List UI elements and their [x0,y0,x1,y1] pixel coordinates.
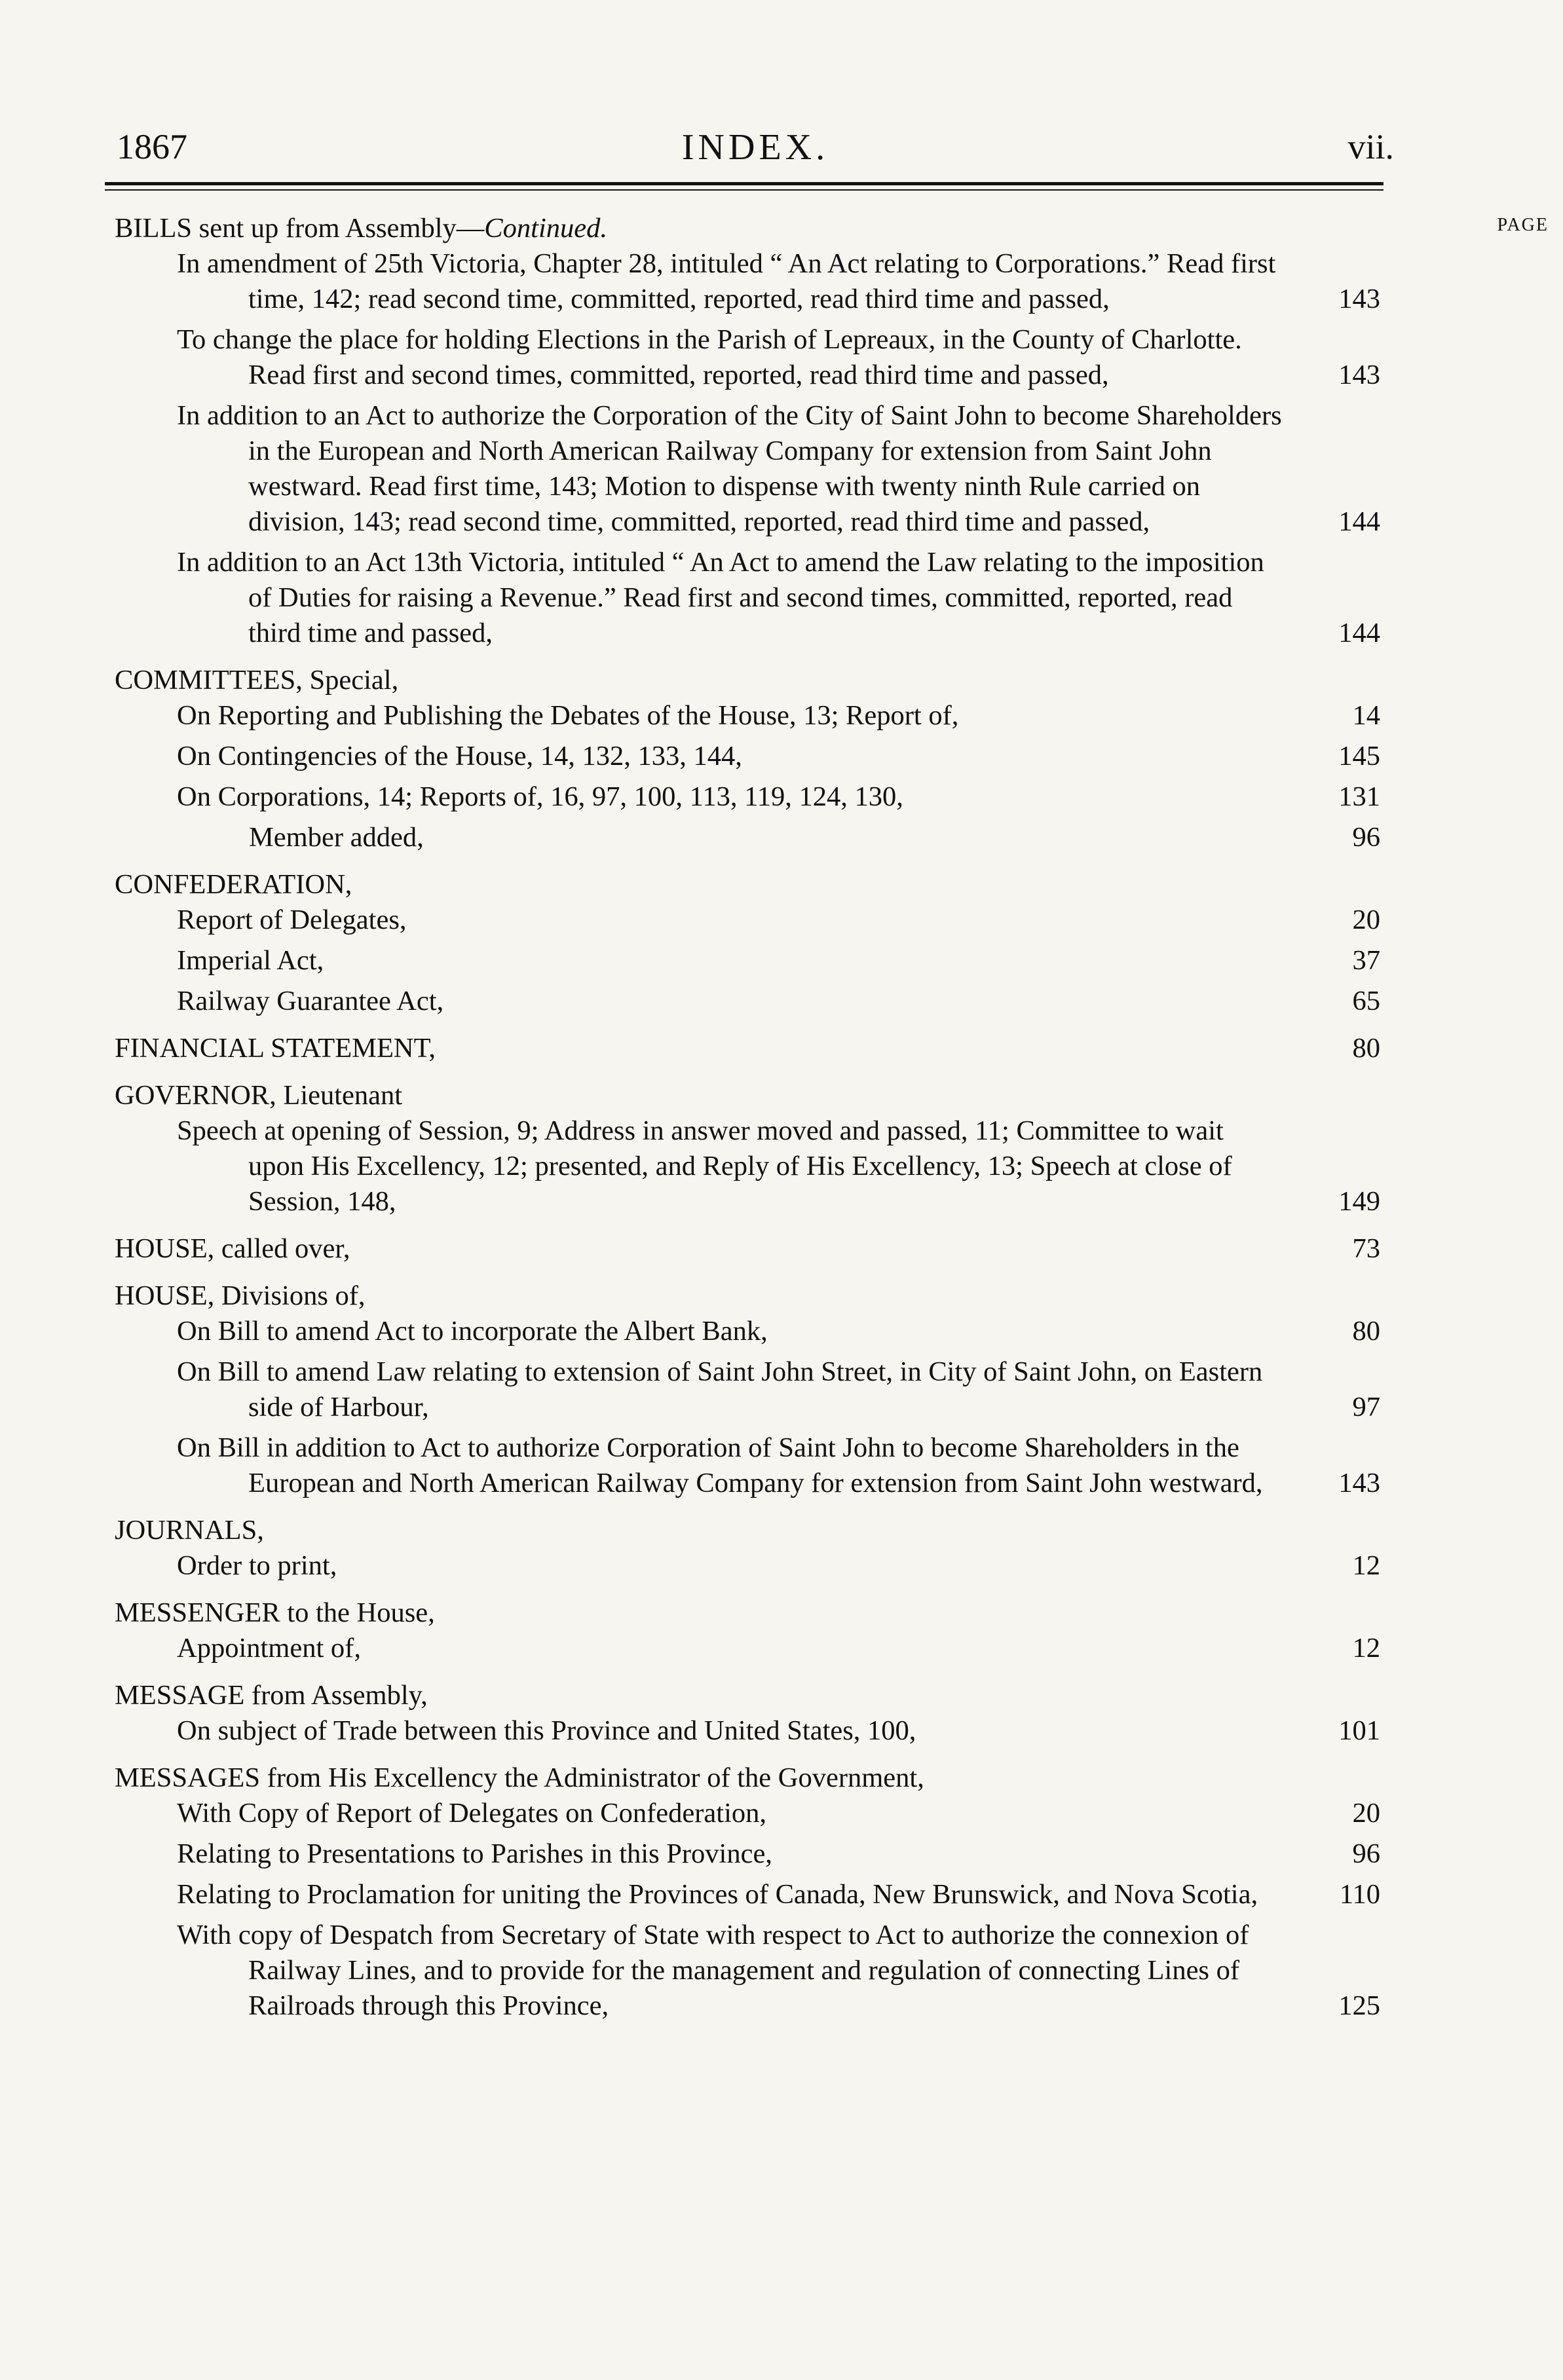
page-number: 143 [1338,360,1380,390]
entry-text: On Reporting and Publishing the Debates of the House, 13; Report of, [177,700,959,731]
page-number: 131 [1338,781,1380,812]
entry-text: Relating to Presentations to Parishes in this Province, [177,1838,772,1869]
section-heading-text: MESSAGE from Assembly, [115,1680,428,1711]
page-number: 37 [1352,945,1380,976]
page-number: 73 [1352,1233,1380,1264]
index-entry [115,1314,1393,1349]
entry-text: In amendment of 25th Victoria, Chapter 28, intituled “ An Act relating to Corporations.” Read first time, 142; read second time, committed, reported, read third time and passed, [177,248,1276,314]
section-heading [115,663,1393,698]
entry-text: With Copy of Report of Delegates on Confederation, [177,1798,767,1829]
section-heading: FINANCIAL STATEMENT, [115,1033,436,1064]
section-heading [115,1278,1393,1314]
section-heading-text: JOURNALS, [115,1515,264,1546]
index-section [115,663,1393,855]
section-heading-text: MESSAGES from His Excellency the Administrator of the Government, [115,1762,924,1793]
page-number: 96 [1352,822,1380,853]
section-heading [115,1595,1393,1631]
index-section [115,1760,1393,2024]
section-heading [115,1760,1393,1796]
entry-text: On Bill to amend Law relating to extension of Saint John Street, in City of Saint John, on Eastern side of Harbour, [177,1356,1263,1422]
page-number: 80 [1352,1316,1380,1347]
entry-text: On Bill to amend Act to incorporate the Albert Bank, [177,1316,768,1347]
index-entry [115,1548,1393,1584]
index-section [115,1078,1393,1219]
page-number: 110 [1339,1879,1380,1910]
section-heading-text: CONFEDERATION, [115,869,352,900]
page-number: 101 [1338,1715,1380,1746]
index-heading-row [115,1231,1393,1267]
index-entry [115,1713,1393,1749]
index-section [115,867,1393,1019]
section-heading-text: MESSENGER to the House, [115,1597,435,1628]
index-entry [115,1836,1393,1872]
entry-text: Report of Delegates, [177,904,407,935]
index-entry [115,1354,1393,1425]
entry-text: Relating to Proclamation for uniting the Provinces of Canada, New Brunswick, and Nova Scotia, [177,1879,1258,1910]
index-entry [115,739,1393,774]
entry-text: On subject of Trade between this Province and United States, 100, [177,1715,916,1746]
index-section [115,1678,1393,1749]
index-entry [115,246,1393,317]
page-number: 143 [1338,1468,1380,1498]
index-section [115,1513,1393,1584]
entry-text: Railway Guarantee Act, [177,986,444,1016]
index-entry [115,322,1393,393]
page-number: 65 [1352,986,1380,1016]
index-entry [115,1796,1393,1831]
index-entry [115,1113,1393,1219]
section-heading-text: BILLS sent up from Assembly— [115,213,485,244]
header-year: 1867 [117,127,187,166]
header-title: INDEX. [681,127,829,168]
index-entry [115,1918,1393,2024]
entry-text: Imperial Act, [177,945,324,976]
page-number: 14 [1352,700,1380,731]
page-number: 143 [1338,284,1380,314]
index-section [115,1231,1393,1267]
index-entry [115,1631,1393,1666]
page-number: 97 [1352,1392,1380,1422]
section-heading: HOUSE, called over, [115,1233,350,1264]
entry-text: Speech at opening of Session, 9; Address in answer moved and passed, 11; Committee to wait upon His Excellency, 12; presented, and Reply of His Excellency, 13; Speech at close of Session, 148, [177,1115,1232,1217]
entry-text: On Contingencies of the House, 14, 132, 133, 144, [177,741,742,772]
running-header [117,126,1394,179]
page-number: 145 [1338,741,1380,772]
index-entry [115,779,1393,815]
index-entry [115,820,1393,855]
entry-text: On Corporations, 14; Reports of, 16, 97, 100, 113, 119, 124, 130, [177,781,903,812]
index-entry [115,1430,1393,1501]
page-number: 125 [1338,1990,1380,2021]
page-column-label: PAGE [1497,215,1549,235]
section-heading [115,1678,1393,1713]
page-number: 20 [1352,1798,1380,1829]
header-rule-thick [105,182,1384,185]
page-number: 12 [1352,1633,1380,1664]
index-heading-row [115,1031,1393,1066]
page-number: 12 [1352,1550,1380,1581]
section-heading-text: HOUSE, Divisions of, [115,1280,366,1311]
page-number: 144 [1338,506,1380,537]
section-heading [115,211,1393,246]
section-heading [115,867,1393,902]
index-entry [115,545,1393,651]
entry-text: On Bill in addition to Act to authorize Corporation of Saint John to become Shareholders in the European and North American Railway Company for extension from Saint John westward, [177,1432,1263,1498]
page-number: 20 [1352,904,1380,935]
section-heading [115,1513,1393,1548]
page-number: 149 [1338,1186,1380,1217]
header-folio: vii. [1347,127,1394,166]
section-heading-text: COMMITTEES, Special, [115,665,399,696]
entry-text: Member added, [249,822,424,853]
index-entry [115,1877,1393,1912]
entry-text: To change the place for holding Elections in the Parish of Lepreaux, in the County of Charlotte. Read first and second times, committed, reported, read third time and passed, [177,324,1242,390]
index-entry [115,398,1393,540]
section-heading [115,1078,1393,1113]
index-section [115,1278,1393,1501]
section-heading-text: GOVERNOR, Lieutenant [115,1080,403,1111]
index-section [115,1031,1393,1066]
entry-text: In addition to an Act to authorize the Corporation of the City of Saint John to become Shareholders in the European and North American Railway Company for extension from Saint John westward. Read first time, 143; Motion to dispense with twenty ninth Rule carried on division, 143; read second time, committed, reported, read third time and passed, [177,400,1282,537]
index-section [115,211,1393,651]
page-number: 80 [1352,1033,1380,1064]
index-content [115,211,1393,2024]
index-entry [115,698,1393,734]
index-entry [115,984,1393,1019]
index-section [115,1595,1393,1666]
entry-text: In addition to an Act 13th Victoria, intituled “ An Act to amend the Law relating to the imposition of Duties for raising a Revenue.” Read first and second times, committed, reported, read third time and passed, [177,547,1264,648]
section-heading-continued: Continued. [484,213,607,244]
entry-text: With copy of Despatch from Secretary of State with respect to Act to authorize the connexion of Railway Lines, and to provide for the management and regulation of connecting Lines of Railroads through this Province, [177,1920,1249,2021]
page-number: 144 [1338,618,1380,648]
header-rule-thin [105,189,1384,191]
entry-text: Order to print, [177,1550,337,1581]
index-entry [115,943,1393,978]
entry-text: Appointment of, [177,1633,361,1664]
page-number: 96 [1352,1838,1380,1869]
index-entry [115,902,1393,938]
